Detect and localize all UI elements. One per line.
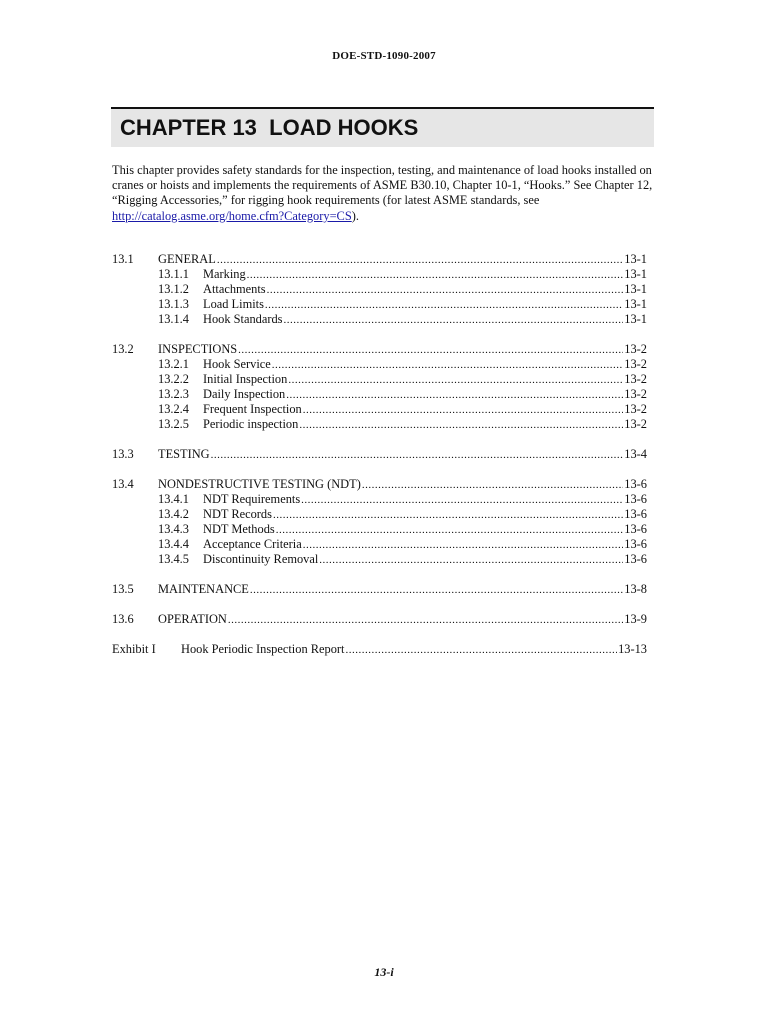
toc-entry-title: Hook Periodic Inspection Report <box>181 642 345 656</box>
toc-entry-number: Exhibit I <box>112 642 156 656</box>
toc-entry-title: Hook Standards <box>203 312 283 326</box>
toc-dot-leader <box>273 508 623 523</box>
toc-entry-number: 13.4.3 <box>158 522 189 536</box>
toc-entry-leader <box>203 417 647 433</box>
toc-entry-title: Marking <box>203 267 246 281</box>
toc-section[interactable] <box>112 582 647 597</box>
toc-subsection[interactable] <box>112 267 647 282</box>
toc-entry-number: 13.4.4 <box>158 537 189 551</box>
toc-entry-number: 13.6 <box>112 612 134 626</box>
toc-entry-title: NDT Records <box>203 507 272 521</box>
page-number: 13-i <box>374 965 394 979</box>
toc-entry-leader <box>203 357 647 373</box>
toc-entry-title: MAINTENANCE <box>158 582 249 596</box>
toc-subsection[interactable] <box>112 552 647 567</box>
asme-catalog-link[interactable]: http://catalog.asme.org/home.cfm?Category=CS <box>112 208 352 223</box>
toc-entry-leader <box>203 387 647 403</box>
toc-entry-page: 13-2 <box>624 387 647 401</box>
toc-entry-page: 13-2 <box>624 372 647 386</box>
toc-dot-leader <box>286 388 623 403</box>
toc-dot-leader <box>362 478 623 493</box>
toc-exhibit[interactable] <box>112 642 647 657</box>
toc-subsection[interactable] <box>112 402 647 417</box>
toc-entry-number: 13.2 <box>112 342 134 356</box>
toc-entry-leader <box>158 612 647 628</box>
toc-dot-leader <box>345 643 617 658</box>
toc-subsection[interactable] <box>112 507 647 522</box>
toc-entry-title: GENERAL <box>158 252 216 266</box>
toc-subsection[interactable] <box>112 417 647 432</box>
toc-dot-leader <box>303 538 624 553</box>
toc-dot-leader <box>238 343 623 358</box>
toc-entry-page: 13-9 <box>624 612 647 626</box>
toc-entry-leader <box>158 342 647 358</box>
toc-entry-title: Initial Inspection <box>203 372 288 386</box>
toc-entry-title: TESTING <box>158 447 210 461</box>
toc-entry-leader <box>203 492 647 508</box>
toc-entry-title: INSPECTIONS <box>158 342 238 356</box>
toc-subsection[interactable] <box>112 282 647 297</box>
toc-entry-number: 13.1.3 <box>158 297 189 311</box>
chapter-title: CHAPTER 13 LOAD HOOKS <box>120 115 419 140</box>
toc-entry-page: 13-8 <box>624 582 647 596</box>
toc-dot-leader <box>247 268 624 283</box>
toc-section[interactable] <box>112 342 647 357</box>
toc-section[interactable] <box>112 612 647 627</box>
table-of-contents <box>112 252 647 657</box>
toc-entry-page: 13-2 <box>624 342 647 356</box>
toc-entry-page: 13-2 <box>624 357 647 371</box>
toc-section[interactable] <box>112 252 647 267</box>
toc-dot-leader <box>228 613 623 628</box>
toc-entry-number: 13.2.1 <box>158 357 189 371</box>
toc-gap <box>112 597 647 612</box>
toc-entry-page: 13-6 <box>624 492 647 506</box>
toc-entry-title: Frequent Inspection <box>203 402 302 416</box>
toc-gap <box>112 567 647 582</box>
toc-entry-leader <box>158 447 647 463</box>
toc-entry-leader <box>203 402 647 418</box>
toc-entry-title: Daily Inspection <box>203 387 286 401</box>
toc-entry-page: 13-1 <box>624 252 647 266</box>
toc-entry-number: 13.1.4 <box>158 312 189 326</box>
toc-entry-page: 13-1 <box>624 297 647 311</box>
toc-subsection[interactable] <box>112 387 647 402</box>
toc-entry-leader <box>158 252 647 268</box>
toc-entry-number: 13.1.1 <box>158 267 189 281</box>
toc-entry-leader <box>203 522 647 538</box>
toc-dot-leader <box>267 283 624 298</box>
toc-entry-number: 13.5 <box>112 582 134 596</box>
toc-entry-number: 13.1 <box>112 252 134 266</box>
toc-subsection[interactable] <box>112 522 647 537</box>
toc-dot-leader <box>301 493 623 508</box>
toc-entry-leader <box>158 582 647 598</box>
toc-entry-title: Hook Service <box>203 357 271 371</box>
toc-entry-page: 13-6 <box>624 522 647 536</box>
toc-entry-title: NDT Methods <box>203 522 275 536</box>
toc-entry-page: 13-2 <box>624 417 647 431</box>
toc-entry-leader <box>203 297 647 313</box>
toc-entry-leader <box>158 477 647 493</box>
toc-dot-leader <box>265 298 623 313</box>
toc-dot-leader <box>288 373 623 388</box>
toc-entry-page: 13-2 <box>624 402 647 416</box>
toc-entry-leader <box>203 552 647 568</box>
toc-entry-title: OPERATION <box>158 612 227 626</box>
toc-entry-title: Attachments <box>203 282 266 296</box>
toc-subsection[interactable] <box>112 372 647 387</box>
toc-entry-leader <box>203 312 647 328</box>
toc-entry-leader <box>181 642 647 658</box>
toc-entry-title: NDT Requirements <box>203 492 301 506</box>
toc-dot-leader <box>272 358 623 373</box>
toc-subsection[interactable] <box>112 297 647 312</box>
intro-text-end: ). <box>351 208 359 223</box>
toc-entry-leader <box>203 372 647 388</box>
toc-gap <box>112 462 647 477</box>
toc-dot-leader <box>319 553 623 568</box>
toc-entry-number: 13.2.2 <box>158 372 189 386</box>
toc-subsection[interactable] <box>112 357 647 372</box>
toc-subsection[interactable] <box>112 492 647 507</box>
toc-subsection[interactable] <box>112 312 647 327</box>
toc-entry-number: 13.2.3 <box>158 387 189 401</box>
toc-section[interactable] <box>112 447 647 462</box>
toc-dot-leader <box>303 403 624 418</box>
intro-paragraph <box>112 163 657 224</box>
toc-entry-number: 13.4.1 <box>158 492 189 506</box>
chapter-heading-box <box>111 107 654 147</box>
toc-entry-page: 13-6 <box>624 537 647 551</box>
document-id: DOE-STD-1090-2007 <box>332 50 436 62</box>
toc-entry-page: 13-6 <box>624 552 647 566</box>
toc-entry-title: NONDESTRUCTIVE TESTING (NDT) <box>158 477 361 491</box>
toc-entry-title: Periodic inspection <box>203 417 299 431</box>
toc-dot-leader <box>284 313 624 328</box>
toc-entry-number: 13.1.2 <box>158 282 189 296</box>
toc-dot-leader <box>299 418 623 433</box>
toc-entry-number: 13.2.5 <box>158 417 189 431</box>
toc-entry-number: 13.4.5 <box>158 552 189 566</box>
toc-dot-leader <box>217 253 623 268</box>
intro-text: This chapter provides safety standards for the inspection, testing, and maintenance of load hooks installed on cranes or hoists and implements the requirements of ASME B30.10, Chapter 10-1, “Hooks.” See Chapter 12, “Rigging Accessories,” for rigging hook requirements (for latest ASME standards, see <box>112 163 653 208</box>
toc-gap <box>112 432 647 447</box>
toc-dot-leader <box>276 523 624 538</box>
toc-entry-page: 13-1 <box>624 267 647 281</box>
toc-entry-leader <box>203 267 647 283</box>
toc-entry-page: 13-1 <box>624 312 647 326</box>
toc-dot-leader <box>211 448 624 463</box>
toc-entry-leader <box>203 537 647 553</box>
toc-dot-leader <box>250 583 623 598</box>
toc-entry-page: 13-4 <box>624 447 647 461</box>
toc-gap <box>112 327 647 342</box>
toc-entry-number: 13.4.2 <box>158 507 189 521</box>
toc-entry-page: 13-6 <box>624 477 647 491</box>
toc-entry-number: 13.4 <box>112 477 134 491</box>
toc-entry-leader <box>203 507 647 523</box>
toc-gap <box>112 627 647 642</box>
toc-entry-page: 13-13 <box>618 642 647 656</box>
toc-entry-title: Acceptance Criteria <box>203 537 302 551</box>
toc-entry-title: Discontinuity Removal <box>203 552 319 566</box>
toc-entry-number: 13.2.4 <box>158 402 189 416</box>
toc-entry-title: Load Limits <box>203 297 264 311</box>
toc-entry-page: 13-6 <box>624 507 647 521</box>
toc-section[interactable] <box>112 477 647 492</box>
toc-subsection[interactable] <box>112 537 647 552</box>
toc-entry-leader <box>203 282 647 298</box>
toc-entry-number: 13.3 <box>112 447 134 461</box>
toc-entry-page: 13-1 <box>624 282 647 296</box>
